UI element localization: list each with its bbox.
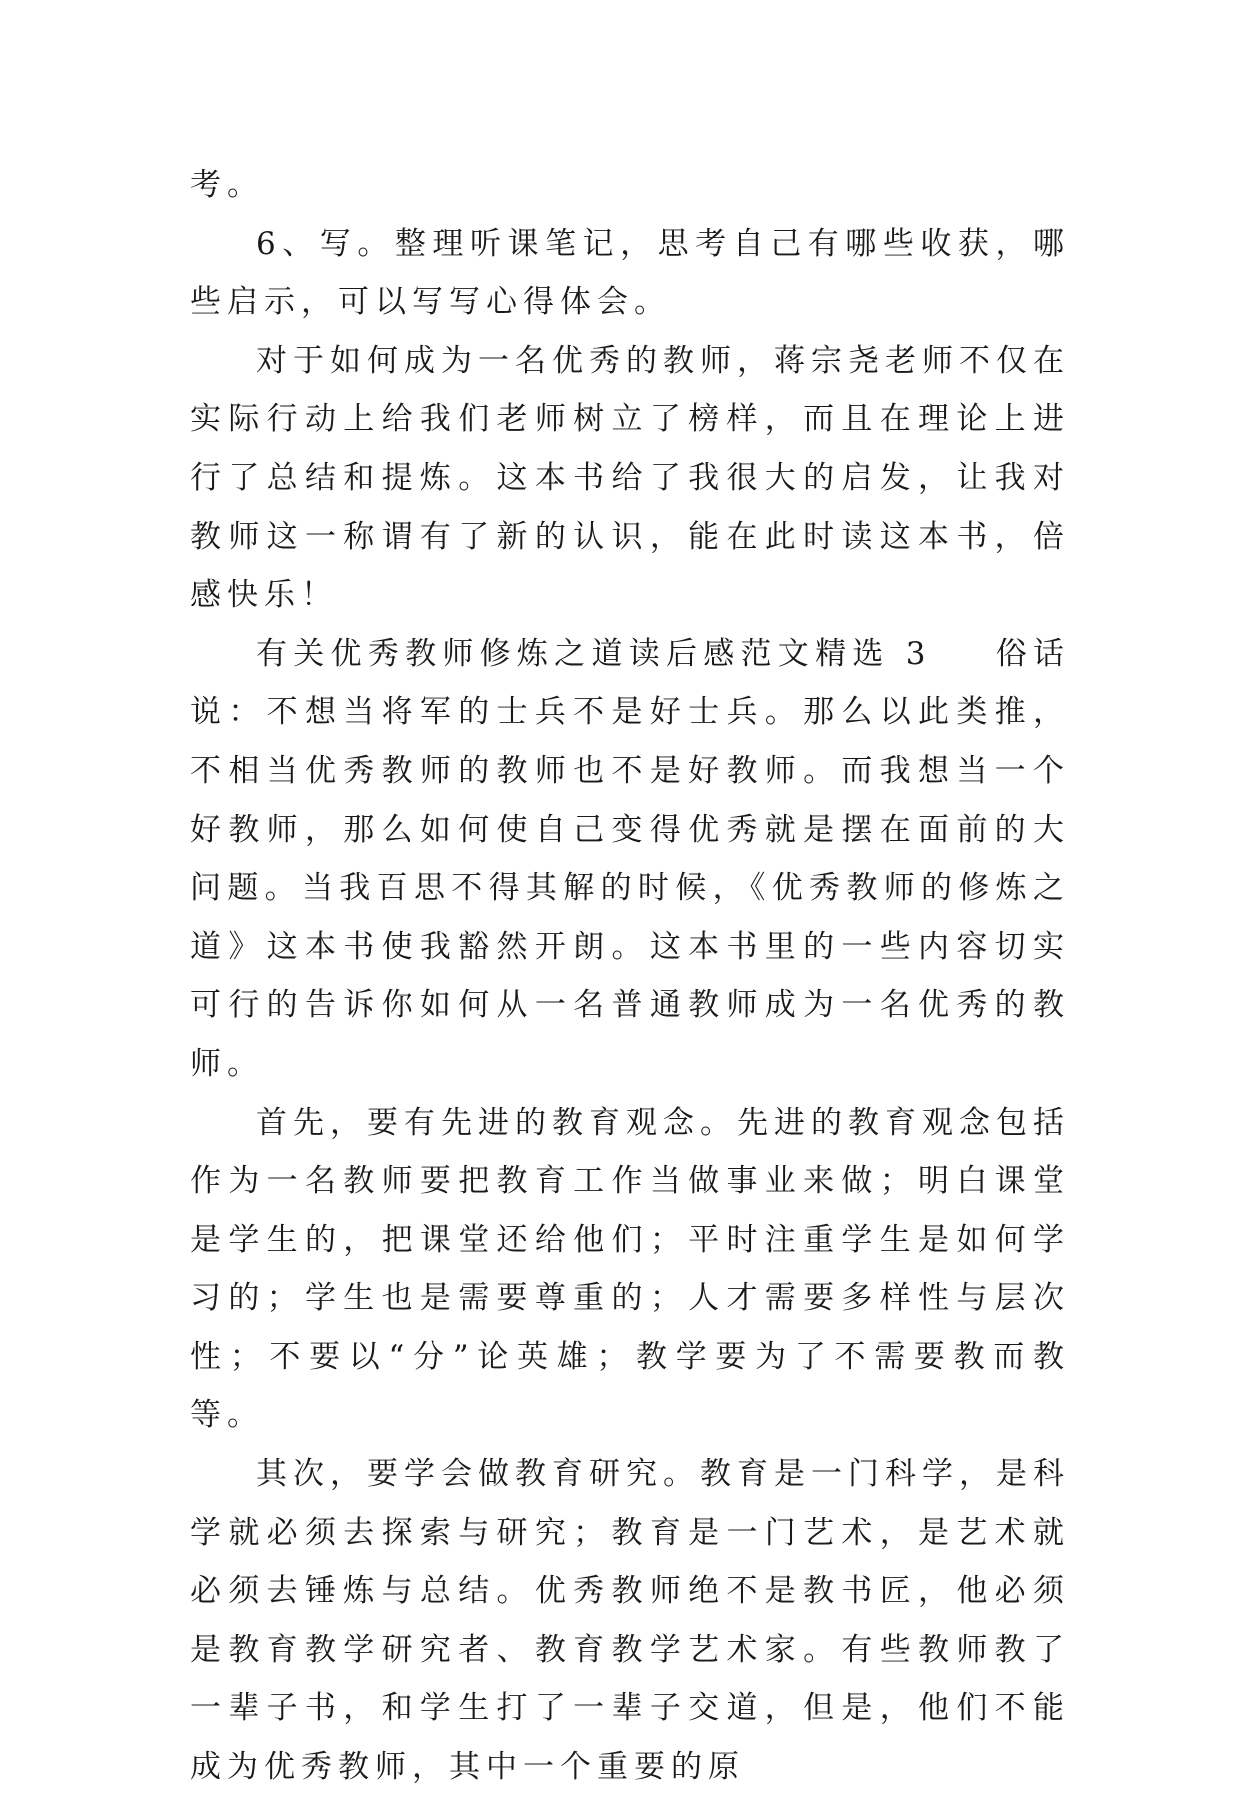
paragraph-continuation: 考。 [190, 167, 264, 203]
paragraph-essay-3 [190, 625, 1070, 1094]
essay-3-body: 俗话说：不想当将军的士兵不是好士兵。那么以此类推，不相当优秀教师的教师也不是好教师。而我想当一个好教师，那么如何使自己变得优秀就是摆在面前的大问题。当我百思不得其解的时候，《优秀教师的修炼之道》这本书使我豁然开朗。这本书里的一些内容切实可行的告诉你如何从一名普通教师成为一名优秀的教师。 [190, 635, 1071, 1082]
paragraph-summary: 对于如何成为一名优秀的教师，蒋宗尧老师不仅在实际行动上给我们老师树立了榜样，而且在理论上进行了总结和提炼。这本书给了我很大的启发，让我对教师这一称谓有了新的认识，能在此时读这本书，倍感快乐！ [190, 342, 1070, 614]
paragraph-item-6: 6、写。整理听课笔记，思考自己有哪些收获，哪些启示，可以写写心得体会。 [190, 225, 1070, 321]
paragraph-second-point: 其次，要学会做教育研究。教育是一门科学，是科学就必须去探索与研究；教育是一门艺术，是艺术就必须去锤炼与总结。优秀教师绝不是教书匠，他必须是教育教学研究者、教育教学艺术家。有些教师教了一辈子书，和学生打了一辈子交道，但是，他们不能成为优秀教师，其中一个重要的原 [190, 1456, 1070, 1786]
essay-heading: 有关优秀教师修炼之道读后感范文精选 3 [256, 635, 932, 672]
paragraph-first-point: 首先，要有先进的教育观念。先进的教育观念包括作为一名教师要把教育工作当做事业来做；明白课堂是学生的，把课堂还给他们；平时注重学生是如何学习的；学生也是需要尊重的；人才需要多样性与层次性；不要以“分”论英雄；教学要为了不需要教而教等。 [190, 1104, 1070, 1434]
document-body [190, 156, 1070, 1797]
